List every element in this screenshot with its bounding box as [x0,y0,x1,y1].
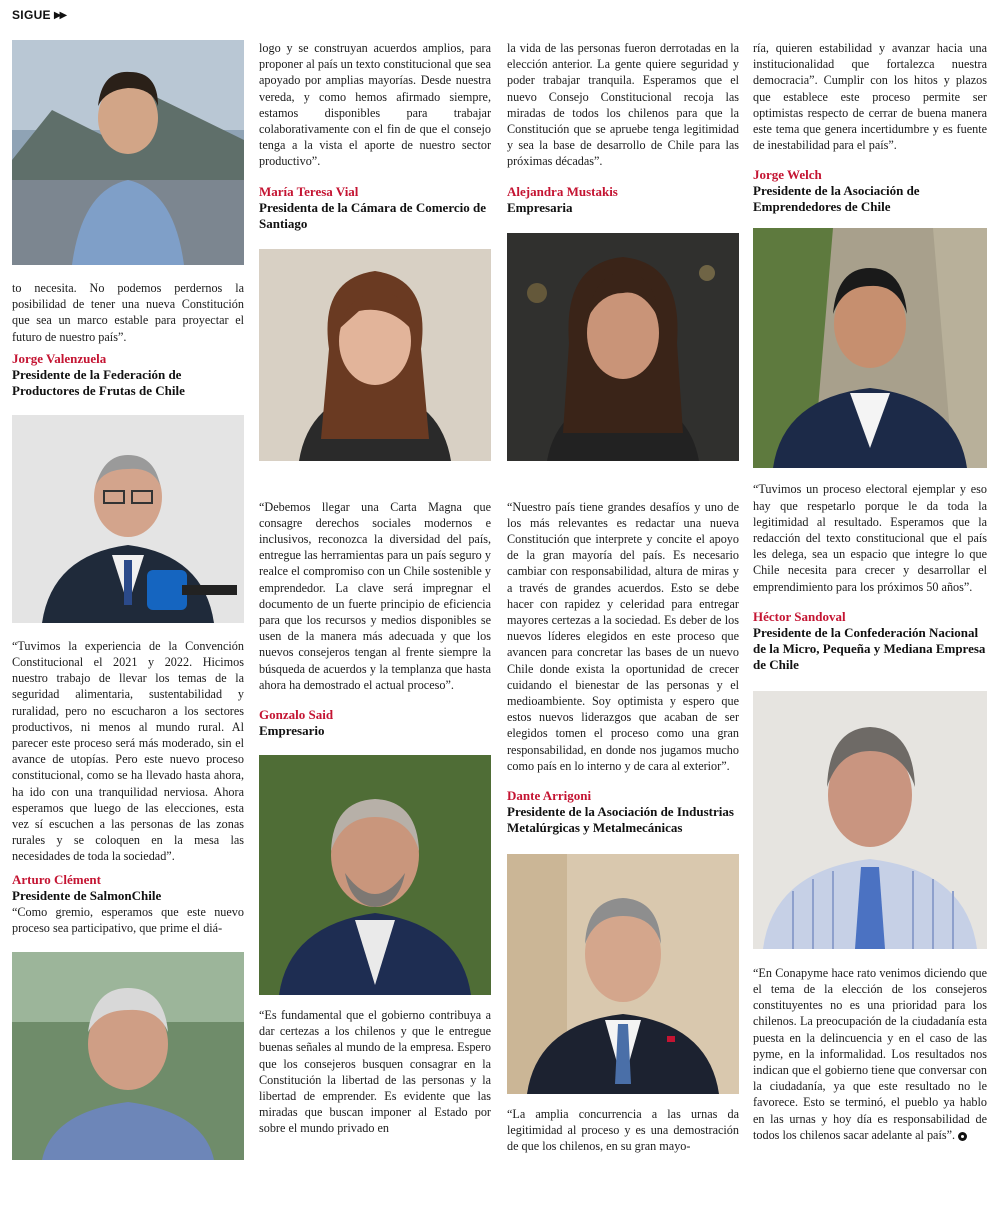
quote-text: “Debemos llegar una Carta Magna que consagre derechos sociales modernos e inclusivos, reconozca la diversidad del país, entregue las herramientas para un país seguro y realce el compromiso con un Chile sostenible y emprendedor. La clave será impregnar el documento de un fuerte principio de eficiencia para que los recursos y medios disponibles se usen de la manera más adecuada y que los nuevos consejeros tengan al frente siempre la búsqueda de acuerdos y la templanza que hasta ahora ha demostrado el actual proceso”. [259,499,491,692]
article-end-icon [958,1132,967,1141]
article-text: to necesita. No podemos perdernos la posibilidad de tener una nueva Constitución que sea un marco estable para proyectar el futuro de nuestro país”. [12,281,244,344]
person-role: Presidente de la Asociación de Industrias Metalúrgicas y Metalmecánicas [507,804,734,836]
person-role: Presidente de SalmonChile [12,887,162,903]
person-role: Empresaria [507,199,573,215]
column-3 [507,40,739,1155]
person-name: Gonzalo Said [259,707,334,723]
person-role: Empresario [259,723,325,739]
person-role: Presidente de la Asociación de Emprendedores de Chile [753,183,920,215]
quote-text: “Tuvimos la experiencia de la Convención Constitucional el 2021 y 2022. Hicimos nuestro trabajo de llevar los temas de la seguridad alimentaria, sustentabilidad y ruralidad, pero no escucharon a los sectores productivos, ni menos al mundo rural. Al parecer este proceso será más moderado, sin el avance de utopías. Pero este nuevo proceso constitucional, como se ha llevado hasta ahora, ha ido con una tranquilidad nerviosa. Ahora esperamos que luego de las elecciones, esta vez sí escuchen a las personas de las zonas rurales y se coloquen en la mesa las necesidades de toda la sociedad”. [12,638,244,864]
person-name: Jorge Welch [753,167,822,183]
column-2 [259,40,491,1137]
photo-man-bald-beard [259,755,491,995]
photo-man-blue-shirt [12,40,244,265]
column-1 [12,40,244,1160]
person-name: Dante Arrigoni [507,788,592,804]
photo-man-microphone [12,415,244,623]
article-text: la vida de las personas fueron derrotadas en la elección anterior. La gente quiere seguridad y poder trabajar tranquila. Esperamos que el nuevo Consejo Constitucional recoja las miradas de todos los chilenos para que la Constitución que se apruebe tenga legitimidad y sea la base de desarrollo de Chile para las próximas décadas”. [507,41,739,169]
person-role: Presidenta de la Cámara de Comercio de Santiago [259,199,486,231]
photo-man-suit-tie [507,854,739,1094]
photo-woman-red-hair [259,249,491,461]
person-name: Arturo Clément [12,871,101,887]
photo-woman-dark-hair [507,233,739,461]
quote-text: “Como gremio, esperamos que este nuevo proceso sea participativo, que prime el diá- [12,904,244,935]
continue-arrows-icon: ▶▶ [53,9,66,21]
photo-man-striped-shirt [753,691,987,949]
quote-text: “La amplia concurrencia a las urnas da legitimidad al proceso y es una demostración de que los chilenos, en su gran mayo- [507,1107,739,1154]
person-role: Presidente de la Confederación Nacional de la Micro, Pequeña y Mediana Empresa de Chile [753,624,986,672]
continue-label: SIGUE [12,8,51,22]
photo-man-white-hair [12,952,244,1160]
person-name: Alejandra Mustakis [507,183,618,199]
continue-header [12,7,65,23]
article-text: logo y se construyan acuerdos amplios, para proponer al país un texto constitucional que sea apoyado por amplias mayorías. Desde nuestra vereda, y como hemos afirmado siempre, estamos disponibles para trabajar colaborativamente con el fin de que el consejo tenga a la vista el aporte de nuestro sector productivo”. [259,41,491,169]
quote-text: “Es fundamental que el gobierno contribuya a dar certezas a los chilenos y que le entregue buenas señales al mundo de la empresa. Espero que los consejeros busquen consagrar en la Constitución la libertad de las personas y la libertad de emprender. Es evidente que las miradas que buscan imponer al Estado por sobre el mundo privado en [259,1008,491,1136]
quote-text: “Nuestro país tiene grandes desafíos y uno de los más relevantes es redactar una nueva Constitución que interprete y concite el apoyo de la gran mayoría del país. Es necesario cambiar con responsabilidad, altura de miras y a través de grandes acuerdos. Esto se debe hacer con rapidez y celeridad para entregar mayores certezas a la sociedad. Es deber de los nuevos líderes elegidos en este proceso que avancen para concretar las bases de un nuevo Chile donde exista la oportunidad de crecer cuidando el bienestar de las personas y el medioambiente. Soy optimista y espero que estos nuevos liderazgos que acaban de ser elegidos tomen el proceso como una gran responsabilidad, en donde nos jugamos mucho como país en lo interno y de cara al exterior”. [507,499,739,773]
column-4 [753,40,987,1143]
person-name: María Teresa Vial [259,183,359,199]
person-name: Héctor Sandoval [753,608,846,624]
quote-text-body: “En Conapyme hace rato venimos diciendo que el tema de la elección de los consejeros constituyentes no es una prioridad para los chilenos. La preocupación de la ciudadanía esta puesta en la delincuencia y en el caso de las pyme, en la informalidad. Los resultados nos indican que el gobierno tiene que conversar con la ciudadanía, ya que este resultado no le favorece. Esto se terminó, el pueblo ya hablo en las urnas y hoy día es responsabilidad de todos los chilenos sacar adelante al país”. [753,965,987,1142]
quote-text [753,965,987,1143]
person-role: Presidente de la Federación de Productores de Frutas de Chile [12,366,185,398]
person-name: Jorge Valenzuela [12,350,107,366]
article-text: ría, quieren estabilidad y avanzar hacia una institucionalidad que fortalezca nuestra democracia”. Cumplir con los hitos y plazos que establece este proceso permite ser optimistas respecto de cerrar de buena manera este tema que genera incertidumbre y es fuente de inestabilidad para el país”. [753,41,987,153]
photo-man-smiling-blazer [753,228,987,468]
quote-text: “Tuvimos un proceso electoral ejemplar y eso hay que respetarlo porque le da toda la legitimidad al resultado. Esperamos que la redacción del texto constitucional que el país les delega, sea un espacio que integre lo que Chile necesita para crecer y desarrollar el emprendimiento para los próximos 50 años”. [753,482,987,594]
